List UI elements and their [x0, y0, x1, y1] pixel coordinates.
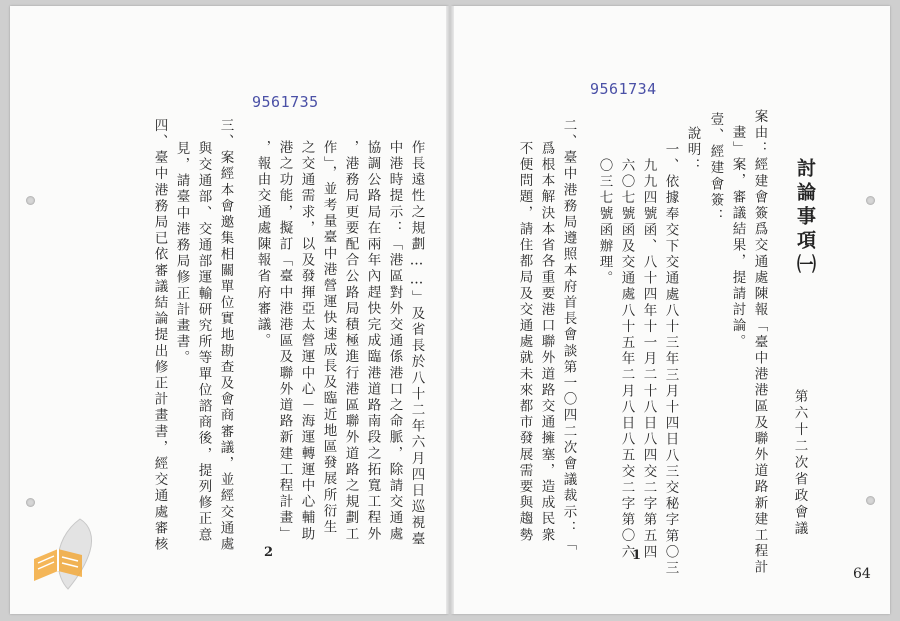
- text-column: 四、臺中港務局已依審議結論提出修正計畫書，經交通處審核: [151, 118, 168, 553]
- document-title: 討論事項㈠: [794, 158, 816, 278]
- binding-hole: [26, 196, 35, 205]
- text-column: 作長遠性之規劃……」及省長於八十二年六月四日巡視臺: [408, 140, 425, 548]
- text-column: 二、臺中港務局遵照本府首長會談第一〇四二次會議裁示：「: [560, 118, 577, 553]
- binding-hole: [866, 196, 875, 205]
- archive-stamp-right: 9561734: [590, 80, 657, 98]
- text-column: ，報由交通處陳報省府審議。: [254, 140, 271, 350]
- text-column: 壹、經建會簽：: [707, 112, 724, 225]
- meeting-label: 第六十二次省政會議: [791, 389, 808, 538]
- corner-page-number: 64: [853, 566, 871, 582]
- text-column: 不便問題，請住都局及交通處就未來都市發展需要與趨勢: [516, 141, 533, 544]
- text-column: 港之功能，擬訂「臺中港港區及聯外道路新建工程計畫」: [276, 140, 293, 543]
- archive-logo-icon: [28, 515, 108, 595]
- text-column: 九九四號函、八十四年十一月二十八日八四交二字第五四: [640, 158, 657, 561]
- page-number-right: 1: [632, 548, 642, 563]
- binding-hole: [866, 496, 875, 505]
- text-column: 三、案經本會邀集相關單位實地勘查及會商審議，並經交通處: [217, 118, 234, 553]
- text-column: ，港務局更要配合公路局積極進行港區聯外道路之規劃工: [342, 140, 359, 543]
- text-column: 協調公路局在兩年內趕快完成臨港道路南段之拓寬工程外: [364, 140, 381, 543]
- text-column: 畫」案，審議結果，提請討論。: [729, 125, 746, 351]
- text-column: 六〇七號函及交通處八十五年二月八日八五交二字第〇六: [618, 158, 635, 561]
- archive-stamp-left: 9561735: [252, 93, 319, 111]
- text-column: 一、依據奉交下交通處八十三年三月十四日八三交秘字第〇三: [662, 142, 679, 577]
- text-column: 見，請臺中港務局修正計畫書。: [173, 141, 190, 367]
- page-number-left: 2: [264, 545, 274, 560]
- text-column: 作」，並考量臺中港營運快速成長及臨近地區發展所衍生: [320, 140, 337, 536]
- text-column: 之交通需求，以及發揮亞太營運中心－海運轉運中心輔助: [298, 140, 315, 543]
- text-column: 〇三七號函辦理。: [596, 158, 613, 287]
- book-spine: [446, 6, 454, 614]
- text-column: 爲根本解決本省各重要港口聯外道路交通擁塞，造成民衆: [538, 141, 555, 544]
- text-column: 說明：: [684, 126, 701, 175]
- text-column: 案由：經建會簽爲交通處陳報「臺中港港區及聯外道路新建工程計: [751, 109, 768, 576]
- text-column: 與交通部、交通部運輸研究所等單位諮商後，提列修正意: [195, 141, 212, 544]
- text-column: 中港時提示：「港區對外交通係港口之命脈，除請交通處: [386, 140, 403, 543]
- binding-hole: [26, 498, 35, 507]
